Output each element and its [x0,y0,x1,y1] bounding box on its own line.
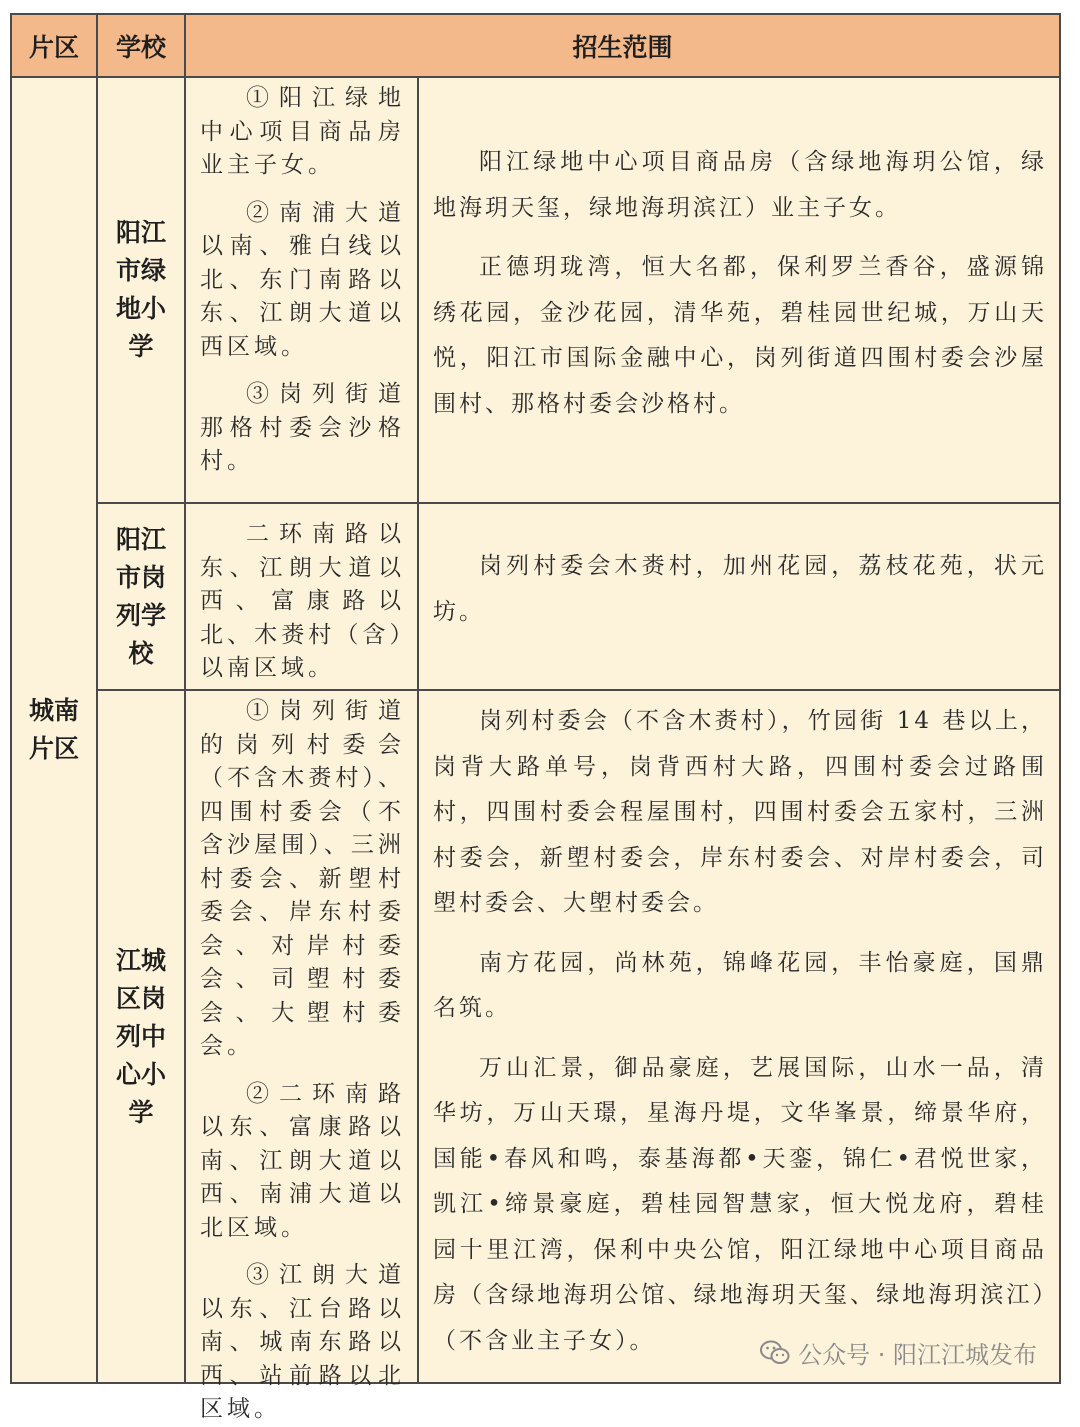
range-text: ①阳江绿地中心项目商品房业主子女。 [200,85,405,178]
detail-cell [419,504,1059,689]
watermark-text: 公众号 · 阳江江城发布 [798,1341,1037,1369]
range-text: ②南浦大道以南、雅白线以北、东门南路以东、江朗大道以西区域。 [200,199,405,360]
wechat-icon [760,1340,790,1366]
header-district: 片区 [28,32,79,62]
header-school: 学校 [115,32,166,62]
range-text: ③岗列街道那格村委会沙格村。 [200,381,405,474]
school-cell [98,78,184,502]
detail-cell [419,691,1059,1382]
header-scope: 招生范围 [572,32,673,62]
detail-text: 正德玥珑湾，恒大名都，保利罗兰香谷，盛源锦绣花园，金沙花园，清华苑，碧桂园世纪城，万山天悦，阳江市国际金融中心，岗列街道四围村委会沙屋围村、那格村委会沙格村。 [433,254,1047,417]
range-text: ③江朗大道以东、江台路以南、城南东路以西、站前路以北区域。 [200,1262,405,1422]
detail-text: 阳江绿地中心项目商品房（含绿地海玥公馆，绿地海玥天玺，绿地海玥滨江）业主子女。 [433,149,1047,221]
detail-text: 岗列村委会木赉村，加州花园，荔枝花苑，状元坊。 [433,553,1047,625]
range-cell [186,78,417,502]
detail-text: 岗列村委会（不含木赉村），竹园街 14 巷以上，岗背大路单号，岗背西村大路，四围村委会过路围村，四围村委会程屋围村，四围村委会五家村，三洲村委会，新塱村委会，岸东村委会、对岸村委会，司塱村委会、大塱村委会。 [433,708,1047,916]
detail-cell [419,78,1059,502]
watermark [760,1335,1037,1370]
range-text: 二环南路以东、江朗大道以西、富康路以北、木赉村（含）以南区域。 [200,521,405,681]
range-cell [186,691,417,1422]
district-cell [12,78,96,1382]
detail-text: 南方花园，尚林苑，锦峰花园，丰怡豪庭，国鼎名筑。 [433,949,1047,1021]
range-text: ②二环南路以东、富康路以南、江朗大道以西、南浦大道以北区域。 [200,1080,405,1241]
range-cell [186,504,417,689]
enrollment-table [10,13,1061,1422]
district-name: 城南片区 [28,696,79,763]
range-text: ①岗列街道的岗列村委会（不含木赉村）、四围村委会（不含沙屋围）、三洲村委会、新塱村委会、岸东村委会、对岸村委会、司塱村委会、大塱村委会。 [200,698,405,1059]
school-cell [98,504,184,689]
school-name: 阳江市岗列学校 [115,524,166,668]
school-name: 阳江市绿地小学 [115,218,166,361]
school-cell [98,691,184,1382]
school-name: 江城区岗列中心小学 [115,945,166,1127]
detail-text: 万山汇景，御品豪庭，艺展国际，山水一品，清华坊，万山天璟，星海丹堤，文华峯景，缔景华府，国能•春风和鸣，泰基海都•天銮，锦仁•君悦世家，凯江•缔景豪庭，碧桂园智慧家，恒大悦龙府，碧桂园十里江湾，保利中央公馆，阳江绿地中心项目商品房（含绿地海玥公馆、绿地海玥天玺、绿地海玥滨江）（不含业主子女）。 [433,1054,1047,1354]
